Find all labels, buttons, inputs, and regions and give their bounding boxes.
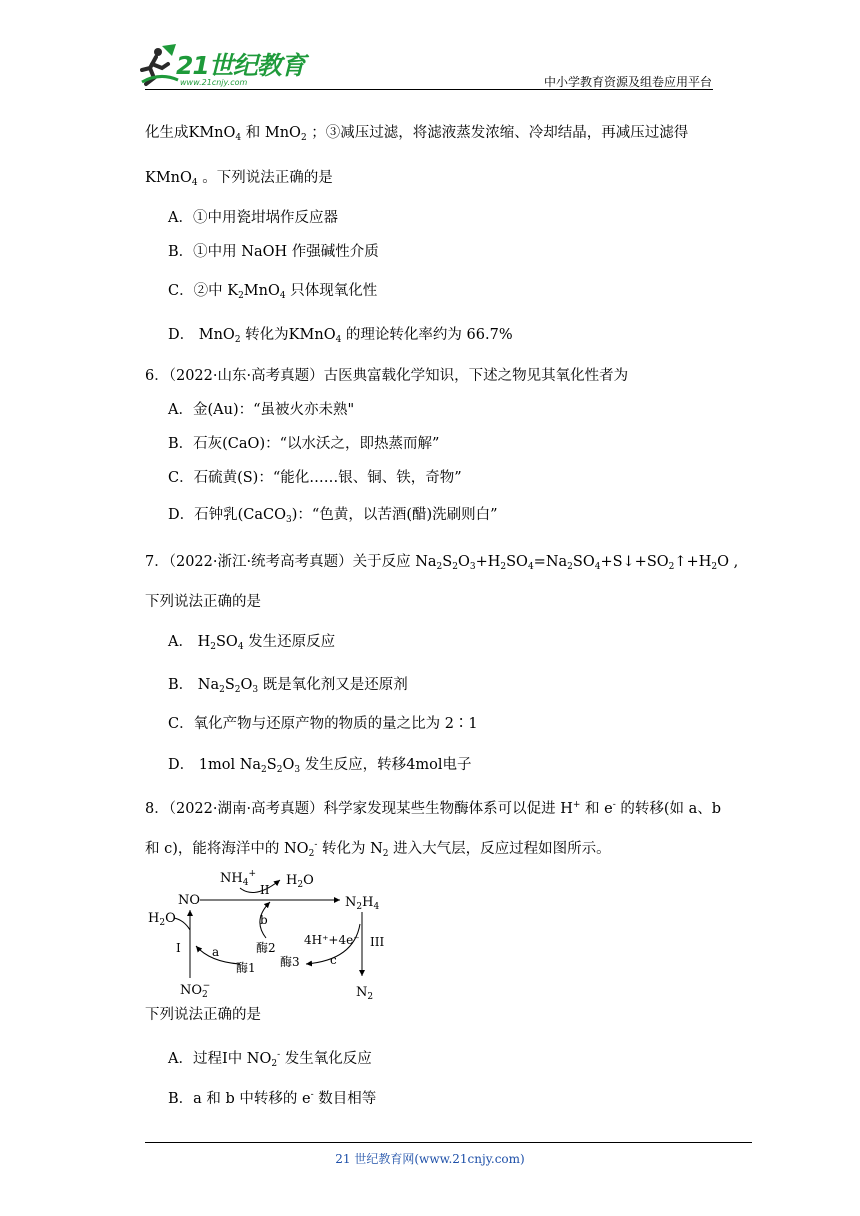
- logo-text: 21世纪教育: [176, 51, 305, 80]
- q5-option-b: B．①中用 NaOH 作强碱性介质: [168, 244, 379, 260]
- runner-logo-icon: [140, 42, 180, 88]
- label-a: a: [212, 945, 220, 959]
- enzyme-2-label: 酶2: [256, 941, 276, 955]
- q7-stem: 7．（2022·浙江·统考高考真题）关于反应 $Na_2S_2O_3+H_2SO_4=Na_2SO_4+S↓+SO_2↑+H_2O$ ,: [145, 554, 739, 572]
- roman-two-label: II: [260, 883, 270, 897]
- reaction-diagram: [140, 860, 400, 1000]
- q7-option-d: D． 1mol $Na_2S_2O_3$ 发生反应，转移4mol电子: [168, 757, 472, 775]
- enzyme-1-label: 酶1: [236, 961, 256, 975]
- n2-label: $N_2$: [356, 985, 374, 1000]
- no2-label: $NO_2-$: [180, 981, 211, 1000]
- label-c: c: [330, 953, 337, 967]
- n2h4-label: $N_2H_4$: [345, 895, 380, 912]
- q8-stem: 8．（2022·湖南·高考真题）科学家发现某些生物酶体系可以促进 H+ 和 e- 的转移(如 a、b: [145, 800, 722, 817]
- enzyme-3-label: 酶3: [280, 955, 300, 969]
- footer-divider: [145, 1142, 752, 1143]
- q5-option-a: A．①中用瓷坩埚作反应器: [168, 210, 338, 226]
- no-label: NO: [178, 893, 201, 908]
- q6-option-b: B．石灰(CaO)：“以水沃之，即热蒸而解”: [168, 436, 440, 452]
- logo-url: www.21cnjy.com: [180, 78, 248, 87]
- q7-option-a: A． $H_2SO_4$ 发生还原反应: [168, 634, 336, 652]
- footer-link[interactable]: 21 世纪教育网(www.21cnjy.com): [335, 1152, 525, 1166]
- q8-option-b: B．a 和 b 中转移的 e- 数目相等: [168, 1090, 377, 1107]
- q5-continuation-line2: KMnO$_4$ 。下列说法正确的是: [145, 170, 333, 188]
- q7-option-c: C．氧化产物与还原产物的物质的量之比为 2∶1: [168, 716, 478, 732]
- q6-option-c: C．石硫黄(S)：“能化……银、铜、铁，奇物”: [168, 470, 462, 486]
- q7-stem-2: 下列说法正确的是: [145, 594, 261, 610]
- page-header: [0, 0, 860, 100]
- roman-one-label: I: [176, 941, 181, 955]
- nh4-label: $NH_4^+$: [220, 869, 256, 888]
- q5-option-d: D． MnO$_2$ 转化为KMnO$_4$ 的理论转化率约为 66.7%: [168, 327, 513, 345]
- protons-electrons-label: 4H⁺+4e⁻: [304, 933, 360, 947]
- q5-continuation-line1: 化生成KMnO$_4$ 和 MnO$_2$ ；③减压过滤，将滤液蒸发浓缩、冷却结晶，再减压过滤得: [145, 125, 689, 143]
- q7-option-b: B． $Na_2S_2O_3$ 既是氧化剂又是还原剂: [168, 677, 408, 695]
- q6-option-d: D．石钟乳(CaCO$_3$)：“色黄，以苦酒(醋)洗刷则白”: [168, 507, 498, 525]
- site-logo: [140, 42, 310, 94]
- q5-option-c: C．②中 $K_2MnO_4$ 只体现氧化性: [168, 283, 378, 301]
- label-b: b: [260, 913, 268, 927]
- q6-stem: 6．（2022·山东·高考真题）古医典富载化学知识，下述之物见其氧化性者为: [145, 368, 629, 384]
- h2o-top-label: $H_2O$: [286, 873, 314, 890]
- q8-stem-2: 和 c)，能将海洋中的 $NO_2^-$ 转化为 $N_2$ 进入大气层，反应过程如图所示。: [145, 840, 611, 859]
- header-divider: [145, 89, 713, 90]
- platform-label: 中小学教育资源及组卷应用平台: [543, 75, 712, 89]
- roman-three-label: III: [370, 935, 385, 949]
- q6-option-a: A．金(Au)：“虽被火亦未熟": [168, 402, 355, 418]
- q8-after-diagram: 下列说法正确的是: [145, 1007, 261, 1023]
- q8-option-a: A．过程Ⅰ中 $NO_2^-$ 发生氧化反应: [168, 1050, 372, 1069]
- h2o-left-label: $H_2O$: [148, 911, 176, 928]
